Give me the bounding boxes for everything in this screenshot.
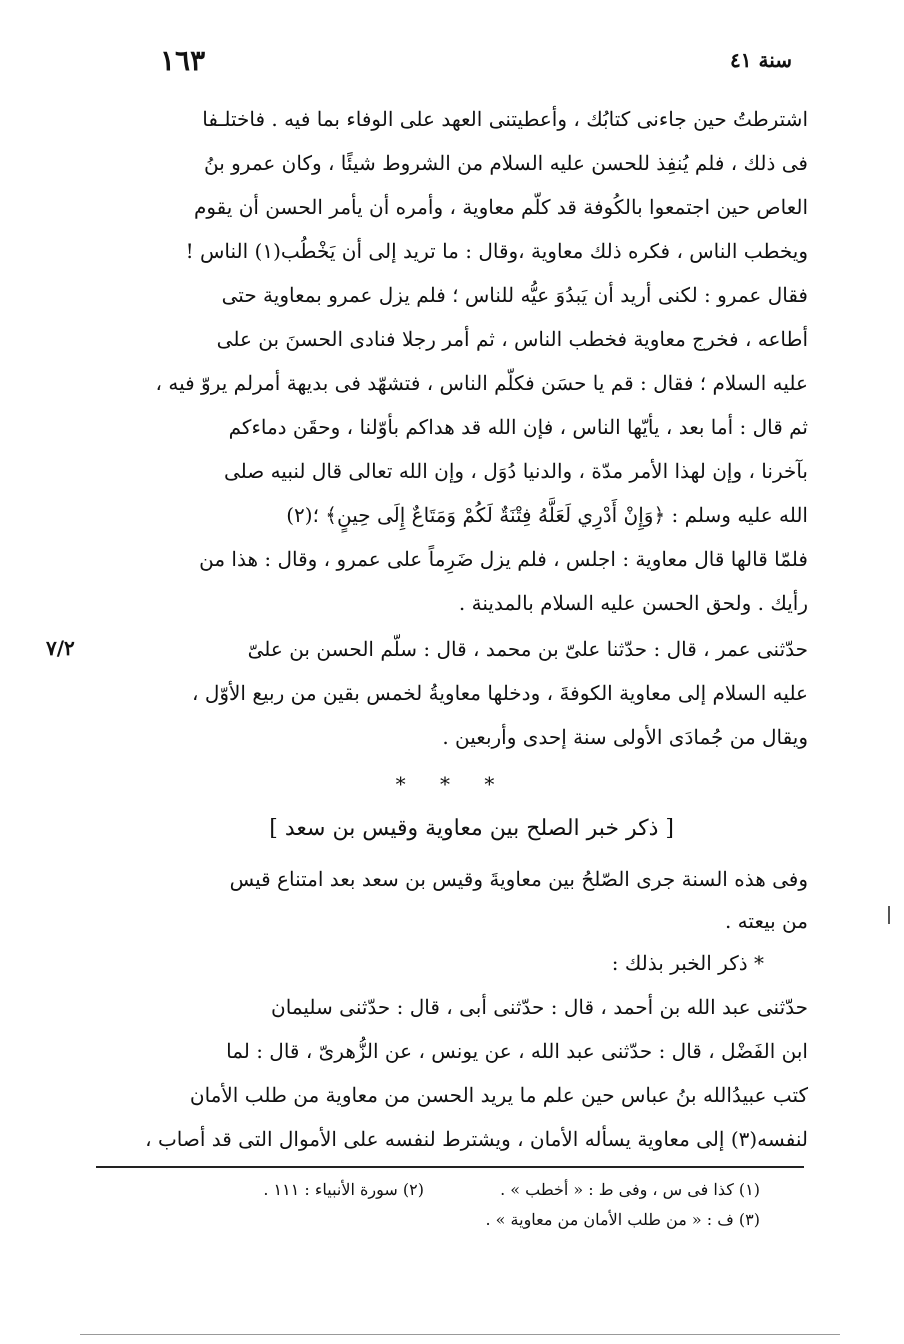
page-number: ١٦٣ bbox=[160, 44, 206, 77]
text-line: فلمّا قالها قال معاوية : اجلس ، فلم يزل ضَرِماً على عمرو ، وقال : هذا من bbox=[199, 547, 808, 571]
text-line: وفى هذه السنة جرى الصّلحُ بين معاويةَ وقيس بن سعد بعد امتناع قيس bbox=[229, 867, 808, 891]
footnote-divider bbox=[96, 1166, 804, 1168]
section-separator: * * * bbox=[395, 772, 509, 796]
text-line: حدّثنى عمر ، قال : حدّثنا علىّ بن محمد ، قال : سلّم الحسن بن علىّ bbox=[247, 637, 808, 661]
footnote-1: (١) كذا فى س ، وفى ط : « أخطب » . bbox=[500, 1180, 760, 1199]
text-line: عليه السلام إلى معاوية الكوفةَ ، ودخلها معاويةُ لخمس بقين من ربيع الأوّل ، bbox=[192, 681, 808, 705]
page-edge-line bbox=[80, 1334, 840, 1335]
text-line: من بيعته . bbox=[724, 909, 808, 933]
footnote-3: (٣) ف : « من طلب الأمان من معاوية » . bbox=[485, 1210, 760, 1229]
text-line: رأيك . ولحق الحسن عليه السلام بالمدينة . bbox=[458, 591, 808, 615]
text-line: أطاعه ، فخرج معاوية فخطب الناس ، ثم أمر رجلا فنادى الحسنَ بن على bbox=[216, 327, 808, 351]
text-line: فقال عمرو : لكنى أريد أن يَبدُوَ عيُّه للناس ؛ فلم يزل عمرو بمعاوية حتى bbox=[221, 283, 808, 307]
text-line: فى ذلك ، فلم يُنفِذ للحسن عليه السلام من الشروط شيئًا ، وكان عمرو بنُ bbox=[203, 151, 808, 175]
text-line: اشترطتُ حين جاءنى كتابُك ، وأعطيتنى العهد على الوفاء بما فيه . فاختلـفا bbox=[202, 107, 808, 131]
text-line: عليه السلام ؛ فقال : قم يا حسَن فكلّم الناس ، فتشهّد فى بديهة أمرلم يروّ فيه ، bbox=[155, 371, 808, 395]
text-line: العاص حين اجتمعوا بالكُوفة قد كلّم معاوية ، وأمره أن يأمر الحسن أن يقوم bbox=[193, 195, 808, 219]
text-line: ابن الفَضْل ، قال : حدّثنى عبد الله ، عن يونس ، عن الزُّهرىّ ، قال : لما bbox=[226, 1039, 808, 1063]
sub-heading: * ذكر الخبر بذلك : bbox=[611, 951, 764, 975]
section-heading: [ ذكر خبر الصلح بين معاوية وقيس بن سعد ] bbox=[269, 816, 674, 841]
running-head-year: سنة ٤١ bbox=[730, 48, 792, 72]
text-line: كتب عبيدُالله بنُ عباس حين علم ما يريد الحسن من معاوية من طلب الأمان bbox=[189, 1083, 808, 1107]
margin-reference: ٧/٢ bbox=[46, 636, 75, 660]
text-line: حدّثنى عبد الله بن أحمد ، قال : حدّثنى أبى ، قال : حدّثنى سليمان bbox=[271, 995, 808, 1019]
text-line: ويخطب الناس ، فكره ذلك معاوية ،وقال : ما تريد إلى أن يَخْطُب(١) الناس ! bbox=[185, 239, 808, 263]
footnote-2: (٢) سورة الأنبياء : ١١١ . bbox=[263, 1180, 424, 1199]
margin-mark bbox=[888, 906, 890, 924]
text-line: بآخرنا ، وإن لهذا الأمر مدّة ، والدنيا دُوَل ، وإن الله تعالى قال لنبيه صلى bbox=[223, 459, 808, 483]
text-line: لنفسه(٣) إلى معاوية يسأله الأمان ، ويشترط لنفسه على الأموال التى قد أصاب ، bbox=[145, 1127, 808, 1151]
text-line: ثم قال : أما بعد ، يأيّها الناس ، فإن الله قد هداكم بأوّلنا ، وحقَن دماءكم bbox=[228, 415, 808, 439]
quran-verse-line: الله عليه وسلم : ﴿وَإِنْ أَدْرِي لَعَلَّهُ فِتْنَةٌ لَكُمْ وَمَتَاعٌ إِلَى حِينٍ﴾ ؛(٢) bbox=[286, 503, 808, 527]
text-line: ويقال من جُمادَى الأولى سنة إحدى وأربعين . bbox=[442, 725, 808, 749]
